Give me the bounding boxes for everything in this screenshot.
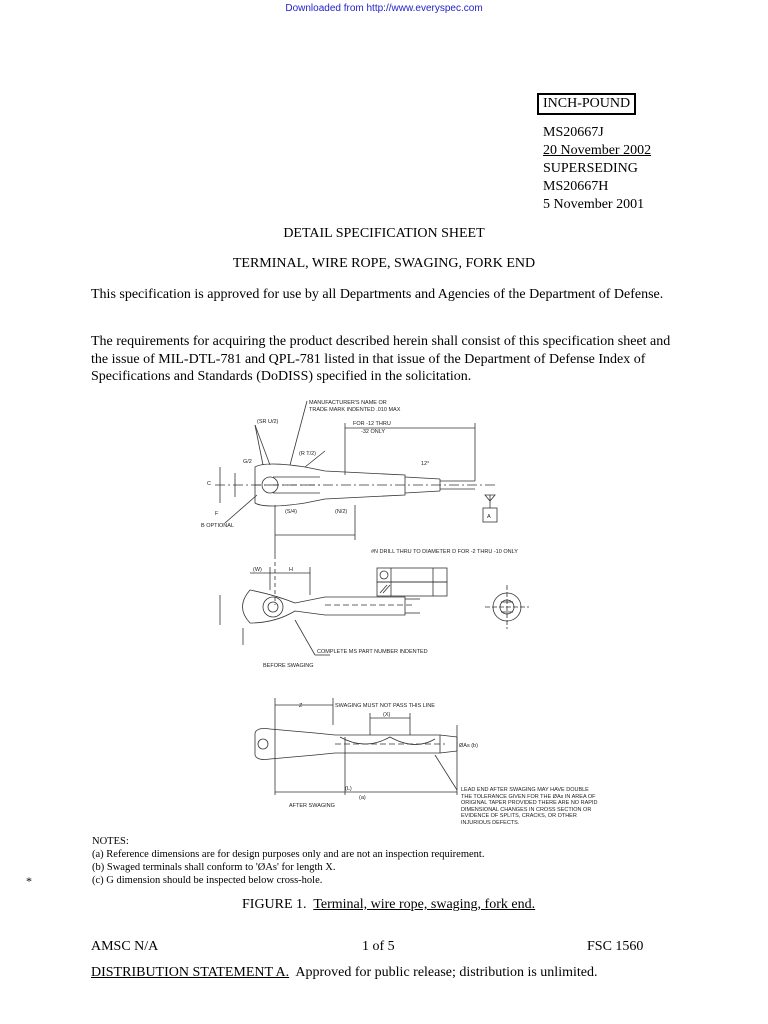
- item-title: TERMINAL, WIRE ROPE, SWAGING, FORK END: [232, 256, 536, 271]
- fork-side-outline: [243, 590, 406, 623]
- superseded-number: MS20667H: [543, 179, 609, 194]
- unit-system-box: INCH-POUND: [537, 93, 636, 115]
- note-a: (a) Reference dimensions are for design purposes only and are not an inspection requirement.: [92, 849, 485, 860]
- notes-heading: NOTES:: [92, 836, 129, 847]
- page-number: 1 of 5: [362, 939, 395, 954]
- superseding-label: SUPERSEDING: [543, 161, 638, 176]
- label-l: (L): [345, 786, 352, 792]
- doc-date: 20 November 2002: [543, 143, 652, 158]
- label-c: C: [207, 481, 211, 487]
- label-datum-a: A: [487, 514, 491, 520]
- label-z: Z: [299, 703, 303, 709]
- label-12deg: 12°: [421, 461, 430, 467]
- label-sr: (SR U/2): [257, 419, 279, 425]
- sheet-type-title: DETAIL SPECIFICATION SHEET: [283, 226, 485, 241]
- figure-prefix: FIGURE 1.: [242, 897, 307, 912]
- label-f: F: [215, 511, 219, 517]
- label-before: BEFORE SWAGING: [263, 663, 314, 669]
- label-a-paren: (a): [359, 795, 366, 801]
- note-c: (c) G dimension should be inspected below cross-hole.: [92, 875, 323, 886]
- download-link[interactable]: Downloaded from http://www.everyspec.com: [285, 3, 483, 14]
- label-complete: COMPLETE MS PART NUMBER INDENTED: [317, 649, 428, 655]
- distribution-text: Approved for public release; distribution is unlimited.: [295, 965, 598, 980]
- label-as: ØAs (b): [459, 743, 478, 749]
- figure-caption: [242, 897, 535, 913]
- figure-caption-text: Terminal, wire rope, swaging, fork end.: [313, 897, 536, 912]
- label-lead-note: LEAD END AFTER SWAGING MAY HAVE DOUBLE THE TOLERANCE GIVEN FOR THE ØAs IN AREA OF ORIGINAL TAPER PROVIDED THERE ARE NO RAPID DIMENSIONAL CHANGES IN CROSS SECTION OR EVIDENCE OF SPLITS, CRACKS, OR OTHER INJURIOUS DEFECTS.: [461, 787, 598, 826]
- approval-paragraph: This specification is approved for use by all Departments and Agencies of the Department of Defense.: [91, 287, 664, 302]
- label-n2: (N/2): [335, 509, 348, 515]
- label-s4: (S/4): [285, 509, 297, 515]
- label-only32: -32 ONLY: [361, 429, 386, 435]
- label-swaging-must: SWAGING MUST NOT PASS THIS LINE: [335, 703, 435, 709]
- label-after: AFTER SWAGING: [289, 803, 335, 809]
- label-for: FOR -12 THRU: [353, 421, 391, 427]
- label-b-optional: B OPTIONAL: [201, 523, 235, 529]
- doc-number: MS20667J: [543, 125, 604, 140]
- amsc-label: AMSC N/A: [91, 939, 159, 954]
- label-trademark: TRADE MARK INDENTED .010 MAX: [309, 407, 401, 413]
- note-b: (b) Swaged terminals shall conform to 'ØAs' for length X.: [92, 862, 336, 873]
- label-manufacturer: MANUFACTURER'S NAME OR: [309, 400, 387, 406]
- label-g: G/2: [243, 459, 252, 465]
- superseded-date: 5 November 2001: [543, 197, 645, 212]
- label-drill: #N DRILL THRU TO DIAMETER D FOR -2 THRU -10 ONLY: [371, 549, 518, 555]
- terminal-drawing: [195, 395, 615, 835]
- label-h: H: [289, 567, 293, 573]
- label-w: (W): [253, 567, 262, 573]
- distribution-statement: [91, 965, 597, 981]
- fsc-label: FSC 1560: [587, 939, 644, 954]
- change-marker: *: [26, 874, 32, 888]
- label-x: (X): [383, 712, 391, 718]
- label-rt: (R T/2): [299, 451, 317, 457]
- requirements-paragraph: The requirements for acquiring the product described herein shall consist of this specification sheet and the issue of MIL-DTL-781 and QPL-781 listed in that issue of the Department of Defense Index of Specifications and Standards (DoDISS) specified in the solicitation.: [91, 334, 671, 384]
- distribution-label: DISTRIBUTION STATEMENT A.: [91, 965, 290, 980]
